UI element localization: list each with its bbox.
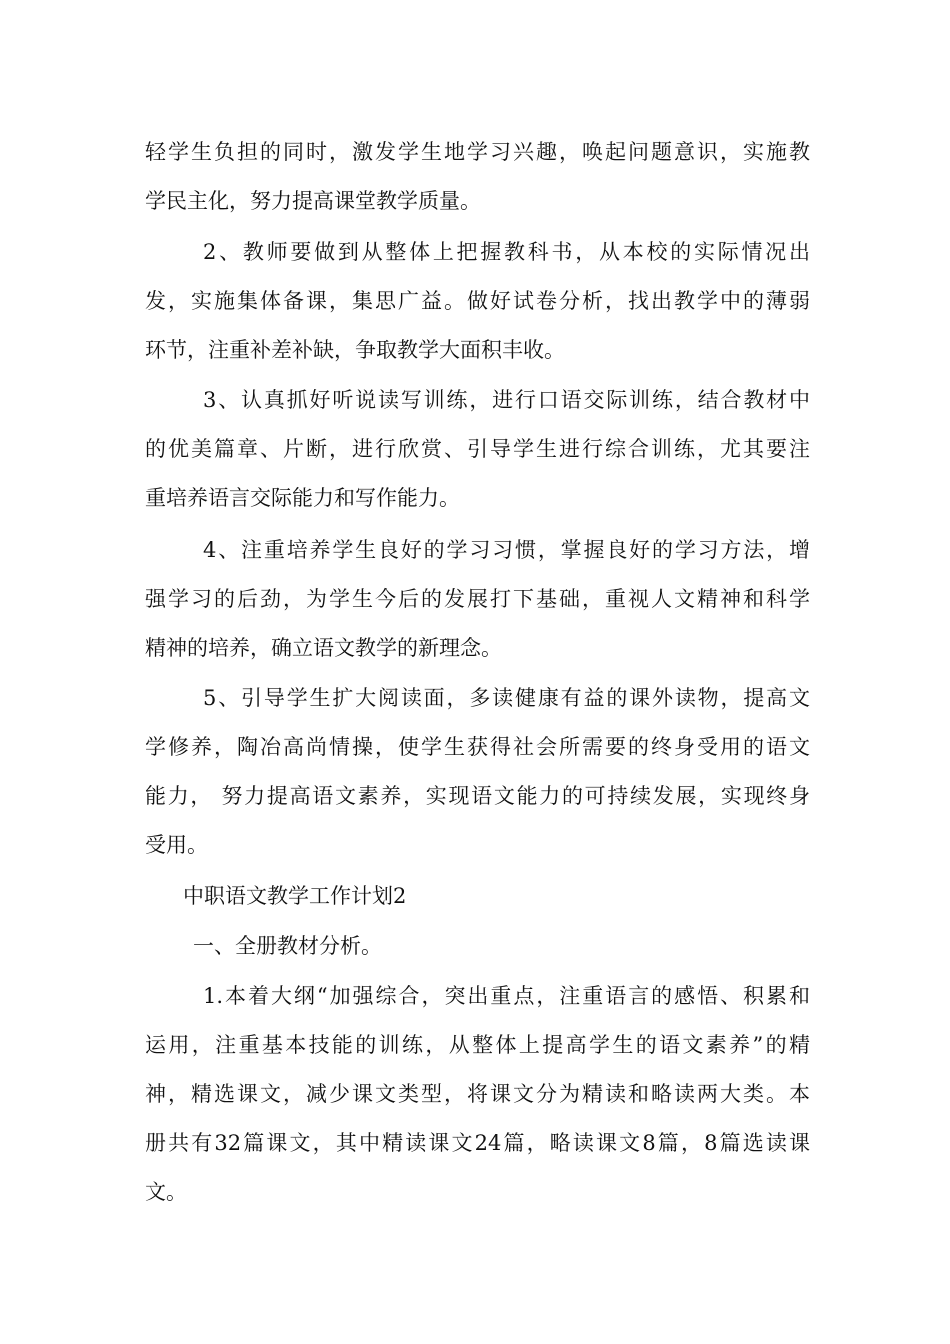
paragraph-6-line-3: 神，精选课文，减少课文类型，将课文分为精读和略读两大类。本: [145, 1082, 810, 1106]
paragraph-5-line-3: 能力， 努力提高语文素养，实现语文能力的可持续发展，实现终身: [145, 784, 810, 808]
paragraph-6-line-5: 文。: [145, 1180, 187, 1204]
paragraph-5-line-2: 学修养，陶冶高尚情操，使学生获得社会所需要的终身受用的语文: [145, 735, 810, 759]
paragraph-4-line-1: 4、注重培养学生良好的学习习惯，掌握良好的学习方法，增: [203, 538, 810, 562]
paragraph-5-line-1: 5、引导学生扩大阅读面，多读健康有益的课外读物，提高文: [203, 686, 810, 710]
paragraph-2-line-3: 环节，注重补差补缺，争取教学大面积丰收。: [145, 338, 565, 362]
paragraph-6-line-1: 1.本着大纲“加强综合，突出重点，注重语言的感悟、积累和: [203, 984, 810, 1008]
paragraph-4-line-3: 精神的培养，确立语文教学的新理念。: [145, 636, 502, 660]
paragraph-2-line-1: 2、教师要做到从整体上把握教科书，从本校的实际情况出: [203, 240, 810, 264]
paragraph-5-line-4: 受用。: [145, 833, 208, 857]
paragraph-3-line-1: 3、认真抓好听说读写训练，进行口语交际训练，结合教材中: [203, 388, 810, 412]
paragraph-3-line-2: 的优美篇章、片断，进行欣赏、引导学生进行综合训练，尤其要注: [145, 437, 810, 461]
paragraph-1-line-1: 轻学生负担的同时，激发学生地学习兴趣，唤起问题意识，实施教: [145, 140, 810, 164]
paragraph-3-line-3: 重培养语言交际能力和写作能力。: [145, 486, 460, 510]
paragraph-1-line-2: 学民主化，努力提高课堂教学质量。: [145, 189, 481, 213]
section-heading: 中职语文教学工作计划2: [183, 884, 407, 908]
paragraph-6-line-2: 运用，注重基本技能的训练，从整体上提高学生的语文素养”的精: [145, 1033, 810, 1057]
subsection-heading: 一、全册教材分析。: [193, 934, 382, 958]
paragraph-2-line-2: 发，实施集体备课，集思广益。做好试卷分析，找出教学中的薄弱: [145, 289, 810, 313]
paragraph-4-line-2: 强学习的后劲，为学生今后的发展打下基础，重视人文精神和科学: [145, 587, 810, 611]
paragraph-6-line-4: 册共有32篇课文，其中精读课文24篇，略读课文8篇，8篇选读课: [145, 1131, 810, 1155]
